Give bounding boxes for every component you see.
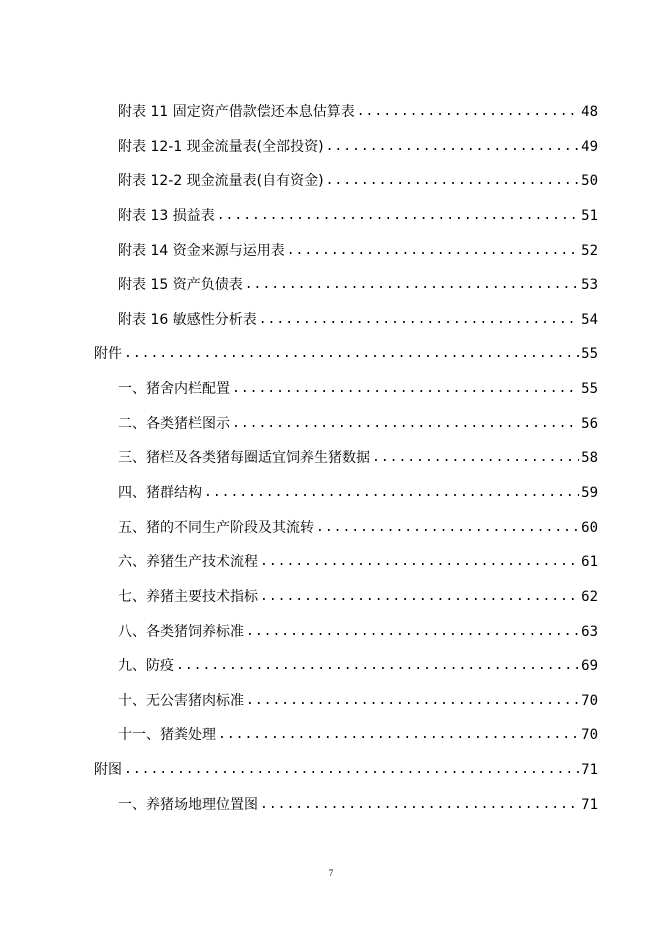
toc-entry-page: 49 [581, 139, 598, 155]
toc-leader-dots [357, 101, 579, 123]
toc-leader-dots [124, 343, 579, 365]
toc-entry-title: 八、各类猪饲养标准 [118, 624, 244, 640]
toc-entry[interactable] [118, 655, 598, 677]
toc-entry-title: 附图 [94, 762, 122, 778]
toc-entry-title: 附表 12-2 现金流量表(自有资金) [118, 173, 324, 189]
toc-entry-title: 附表 15 资产负债表 [118, 277, 243, 293]
toc-leader-dots [218, 724, 579, 746]
toc-entry-page: 59 [581, 485, 598, 501]
toc-entry[interactable] [118, 274, 598, 296]
toc-entry[interactable] [118, 136, 598, 158]
toc-leader-dots [259, 309, 579, 331]
toc-entry[interactable] [118, 309, 598, 331]
toc-entry-page: 71 [581, 762, 598, 778]
toc-entry[interactable] [118, 413, 598, 435]
toc-entry[interactable] [118, 794, 598, 816]
page-footer-number: 7 [328, 868, 334, 878]
toc-leader-dots [176, 655, 579, 677]
toc-entry[interactable] [118, 690, 598, 712]
toc-entry-title: 四、猪群结构 [118, 485, 202, 501]
toc-entry[interactable] [118, 447, 598, 469]
toc-entry-title: 附表 16 敏感性分析表 [118, 312, 257, 328]
toc-leader-dots [232, 413, 579, 435]
toc-entry-page: 60 [581, 520, 598, 536]
toc-entry-title: 二、各类猪栏图示 [118, 416, 230, 432]
toc-entry[interactable] [118, 724, 598, 746]
toc-entry-title: 附表 11 固定资产借款偿还本息估算表 [118, 104, 355, 120]
toc-leader-dots [260, 551, 579, 573]
toc-leader-dots [246, 690, 579, 712]
toc-entry[interactable] [118, 482, 598, 504]
toc-entry-page: 70 [581, 727, 598, 743]
toc-leader-dots [287, 240, 579, 262]
toc-leader-dots [217, 205, 579, 227]
toc-entry[interactable] [118, 551, 598, 573]
toc-leader-dots [260, 586, 579, 608]
toc-entry[interactable] [118, 586, 598, 608]
toc-leader-dots [260, 794, 579, 816]
toc-entry-page: 61 [581, 554, 598, 570]
toc-entry[interactable] [118, 378, 598, 400]
toc-entry[interactable] [94, 343, 598, 365]
toc-entry-title: 附表 12-1 现金流量表(全部投资) [118, 139, 324, 155]
toc-leader-dots [326, 170, 580, 192]
toc-leader-dots [124, 759, 579, 781]
toc-entry-page: 71 [581, 797, 598, 813]
toc-entry-title: 附表 14 资金来源与运用表 [118, 243, 285, 259]
toc-entry-page: 51 [581, 208, 598, 224]
toc-leader-dots [326, 136, 580, 158]
toc-leader-dots [246, 621, 579, 643]
toc-leader-dots [245, 274, 579, 296]
toc-entry[interactable] [118, 205, 598, 227]
toc-entry-page: 69 [581, 658, 598, 674]
toc-entry-page: 53 [581, 277, 598, 293]
toc-entry-title: 六、养猪生产技术流程 [118, 554, 258, 570]
toc-entry[interactable] [118, 101, 598, 123]
toc-entry-page: 56 [581, 416, 598, 432]
toc-entry-page: 70 [581, 693, 598, 709]
toc-leader-dots [316, 517, 579, 539]
toc-entry-page: 48 [581, 104, 598, 120]
toc-entry[interactable] [118, 240, 598, 262]
toc-entry[interactable] [118, 170, 598, 192]
toc-entry-title: 一、猪舍内栏配置 [118, 381, 230, 397]
toc-entry-page: 62 [581, 589, 598, 605]
toc-entry-page: 50 [581, 173, 598, 189]
toc-entry-page: 52 [581, 243, 598, 259]
toc-entry-page: 63 [581, 624, 598, 640]
toc-entry-page: 58 [581, 450, 598, 466]
toc-leader-dots [372, 447, 579, 469]
toc-entry-title: 附表 13 损益表 [118, 208, 215, 224]
toc-entry-title: 十一、猪粪处理 [118, 727, 216, 743]
toc-entry-title: 十、无公害猪肉标准 [118, 693, 244, 709]
toc-entry-page: 55 [581, 346, 598, 362]
toc-leader-dots [204, 482, 579, 504]
toc-entry-title: 七、养猪主要技术指标 [118, 589, 258, 605]
toc-entry-page: 55 [581, 381, 598, 397]
toc-entry-title: 五、猪的不同生产阶段及其流转 [118, 520, 314, 536]
toc-entry[interactable] [118, 517, 598, 539]
toc-entry-title: 附件 [94, 346, 122, 362]
toc-entry[interactable] [118, 621, 598, 643]
toc-entry[interactable] [94, 759, 598, 781]
toc-leader-dots [232, 378, 579, 400]
toc-entry-title: 一、养猪场地理位置图 [118, 797, 258, 813]
toc-entry-title: 三、猪栏及各类猪每圈适宜饲养生猪数据 [118, 450, 370, 466]
toc-entry-title: 九、防疫 [118, 658, 174, 674]
toc-entry-page: 54 [581, 312, 598, 328]
